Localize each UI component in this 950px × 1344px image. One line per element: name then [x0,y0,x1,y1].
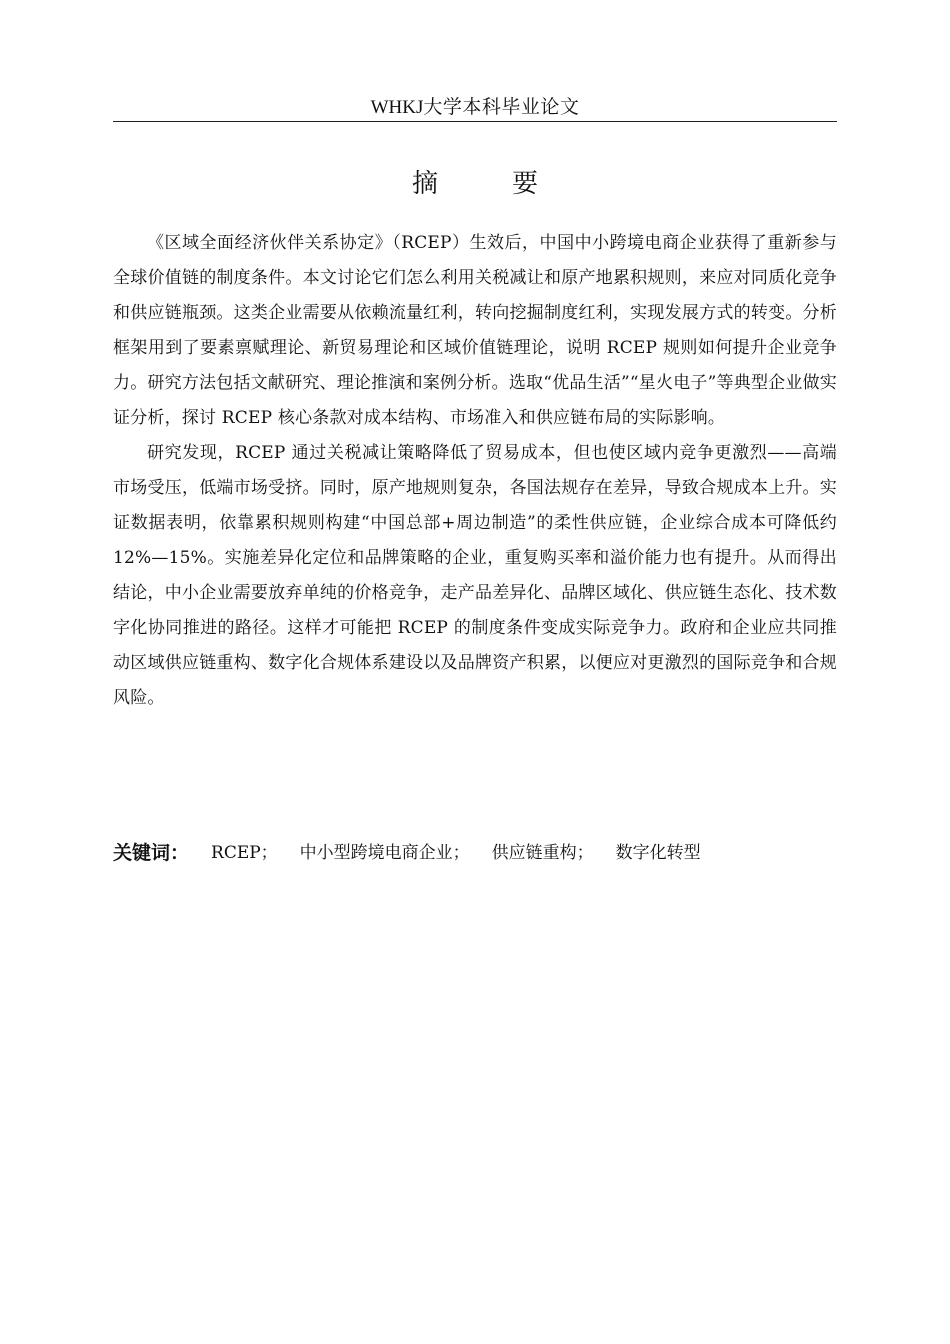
keywords-label: 关键词： [113,842,190,864]
header-rule [113,121,837,122]
abstract-paragraph-1: 《区域全面经济伙伴关系协定》（RCEP）生效后，中国中小跨境电商企业获得了重新参与全球价值链的制度条件。本文讨论它们怎么利用关税减让和原产地累积规则，来应对同质化竞争和供应链瓶颈。这类企业需要从依赖流量红利，转向挖掘制度红利，实现发展方式的转变。分析框架用到了要素禀赋理论、新贸易理论和区域价值链理论，说明 RCEP 规则如何提升企业竞争力。研究方法包括文献研究、理论推演和案例分析。选取“优品生活”“星火电子”等典型企业做实证分析，探讨 RCEP 核心条款对成本结构、市场准入和供应链布局的实际影响。 [113,233,837,428]
keyword-item: 中小型跨境电商企业； [299,843,470,863]
header-prefix: WHKJ [370,97,424,118]
keyword-item: 供应链重构； [491,843,594,863]
abstract-body [113,226,837,716]
running-header [113,92,837,122]
header-title: 大学本科毕业论文 [423,96,580,118]
keywords-line [113,836,837,870]
page-title: 摘 要 [411,169,562,199]
keyword-item: RCEP； [211,843,278,863]
abstract-paragraph-2: 研究发现，RCEP 通过关税减让策略降低了贸易成本，但也使区域内竞争更激烈——高端市场受压，低端市场受挤。同时，原产地规则复杂，各国法规存在差异，导致合规成本上升。实证数据表明，依靠累积规则构建“中国总部+周边制造”的柔性供应链，企业综合成本可降低约 12%—15%。实施差异化定位和品牌策略的企业，重复购买率和溢价能力也有提升。从而得出结论，中小企业需要放弃单纯的价格竞争，走产品差异化、品牌区域化、供应链生态化、技术数字化协同推进的路径。这样才可能把 RCEP 的制度条件变成实际竞争力。政府和企业应共同推动区域供应链重构、数字化合规体系建设以及品牌资产积累，以便应对更激烈的国际竞争和合规风险。 [113,443,837,708]
keyword-item: 数字化转型 [615,843,701,863]
